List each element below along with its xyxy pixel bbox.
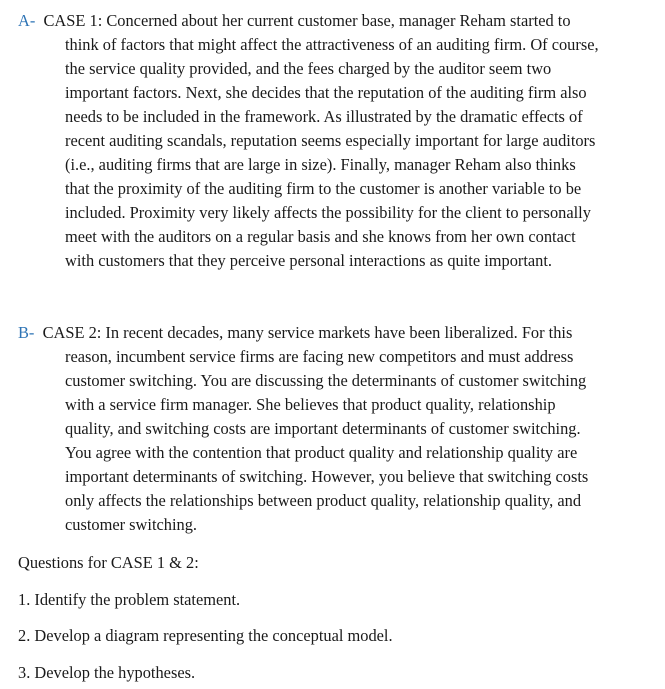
case-1-text: CASE 1: Concerned about her current customer base, manager Reham started to [43,11,571,30]
case-1-line: (i.e., auditing firms that are large in size). Finally, manager Reham also thinks [65,155,576,174]
case-2-line [18,321,658,345]
case-1-line: the service quality provided, and the fees charged by the auditor seem two [65,59,552,78]
case-2-text: CASE 2: In recent decades, many service markets have been liberalized. For this [42,323,573,342]
questions-heading: Questions for CASE 1 & 2: [18,553,199,572]
case-2-marker: B- [18,323,35,342]
case-1-line: with customers that they perceive personal interactions as quite important. [65,251,553,270]
case-1-line: think of factors that might affect the attractiveness of an auditing firm. Of course, [65,35,599,54]
case-1-marker: A- [18,11,36,30]
case-2-line: important determinants of switching. However, you believe that switching costs [65,467,589,486]
case-2-line: reason, incumbent service firms are facing new competitors and must address [65,347,574,366]
case-1-line: needs to be included in the framework. As illustrated by the dramatic effects of [65,107,583,126]
case-2-line: with a service firm manager. She believes that product quality, relationship [65,395,556,414]
case-1-line: meet with the auditors on a regular basis and she knows from her own contact [65,227,576,246]
question-item: 1. Identify the problem statement. [18,590,241,609]
case-2-line: You agree with the contention that product quality and relationship quality are [65,443,578,462]
case-1-line: recent auditing scandals, reputation seems especially important for large auditors [65,131,596,150]
case-1-line: important factors. Next, she decides that the reputation of the auditing firm also [65,83,587,102]
case-1-line [18,9,658,33]
question-item: 3. Develop the hypotheses. [18,663,196,682]
case-2-paragraph [18,321,658,537]
case-2-line: customer switching. You are discussing the determinants of customer switching [65,371,587,390]
case-1-paragraph [18,9,658,273]
case-2-line: customer switching. [65,515,198,534]
case-2-line: only affects the relationships between product quality, relationship quality, and [65,491,582,510]
case-1-line: included. Proximity very likely affects the possibility for the client to personally [65,203,591,222]
case-1-line: that the proximity of the auditing firm to the customer is another variable to be [65,179,582,198]
question-item: 2. Develop a diagram representing the conceptual model. [18,626,393,645]
case-2-line: quality, and switching costs are important determinants of customer switching. [65,419,581,438]
